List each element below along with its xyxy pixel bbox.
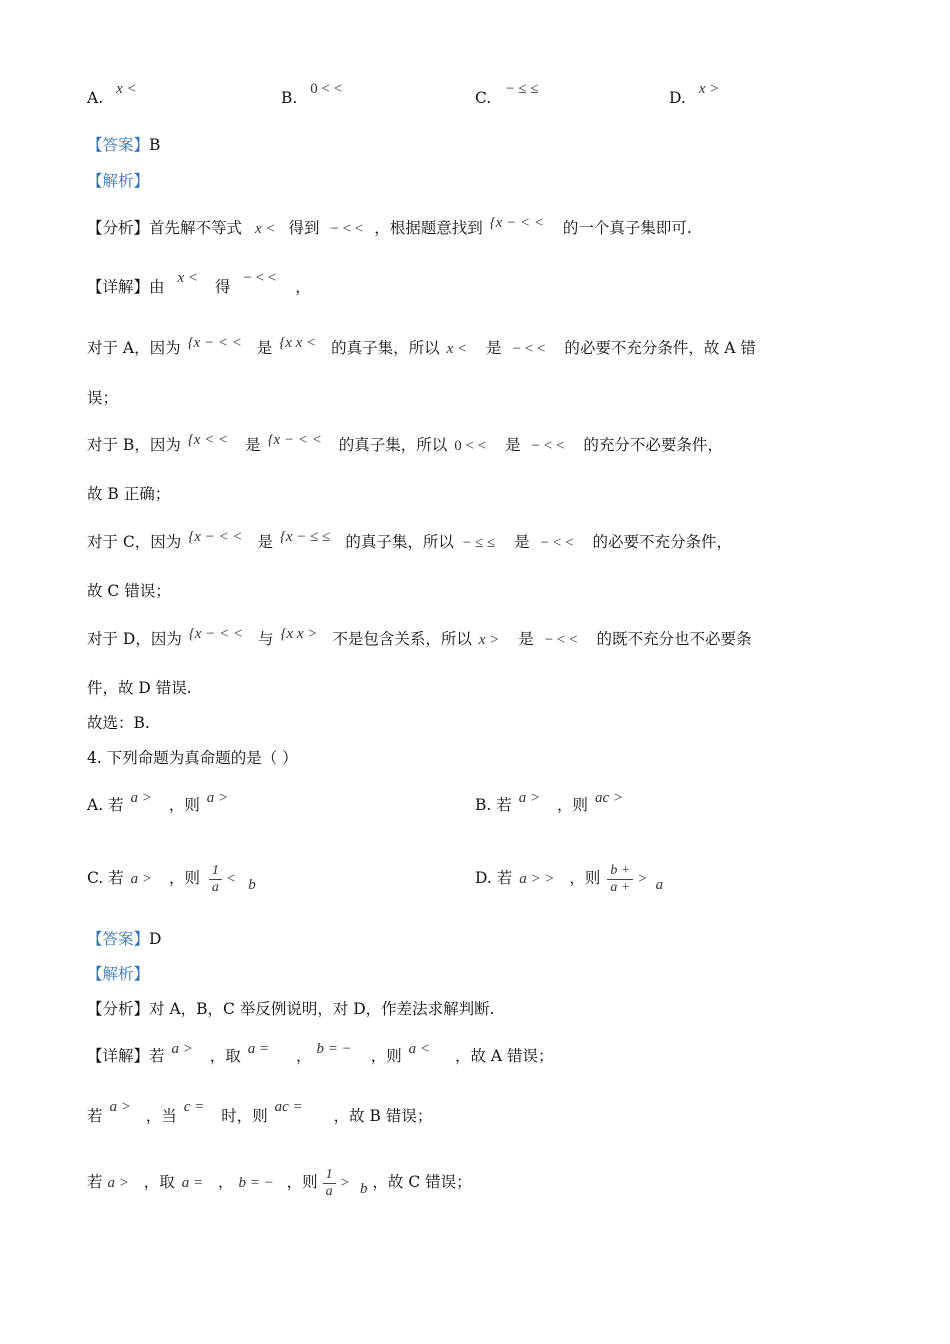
- answer-line: 【答案】B: [87, 136, 161, 154]
- q4-option-a: A. 若 a > ，则 a >: [87, 790, 229, 814]
- q4-option-d: D. 若 a > > ，则 $\frac{b +}{a +}$ > a: [475, 862, 664, 895]
- q4-answer-line: 【答案】D: [87, 930, 162, 948]
- fraction: $\frac{b +}{a +}$: [607, 863, 633, 896]
- option-b: B. 0 < <: [281, 81, 343, 107]
- analysis-heading: 【解析】: [87, 172, 150, 190]
- case-b-line: 对于 B，因为 {x < < 是 {x − < < 的真子集，所以 0 < < 是 − < < 的充分不必要条件，: [87, 432, 723, 454]
- conclusion: 故选：B.: [87, 714, 150, 732]
- case-c-cont: 故 C 错误；: [87, 582, 171, 600]
- q4-xiangjie-line-3: 若 a > ，取 a = ， b = − ，则 $\frac{1}{a}$ > b ，故 C 错误；: [87, 1166, 472, 1199]
- q4-stem: 4. 下列命题为真命题的是（ ）: [87, 749, 298, 767]
- xiangjie-line: 【详解】由 x < 得 − < < ，: [87, 270, 311, 296]
- q4-xiangjie-line-2: 若 a > ，当 c = 时，则 ac = ，故 B 错误；: [87, 1099, 433, 1125]
- fraction: $\frac{1}{a}$: [323, 1167, 336, 1200]
- case-a-line: 对于 A，因为 {x − < < 是 {x x < 的真子集，所以 x < 是 − < < 的必要不充分条件，故 A 错: [87, 335, 756, 357]
- q4-fenxi-line: 【分析】对 A，B，C 举反例说明，对 D，作差法求解判断.: [87, 1000, 495, 1018]
- fenxi-line: 【分析】首先解不等式 x < 得到 − < < ，根据题意找到 {x − < < 的一个真子集即可.: [87, 215, 692, 237]
- option-d: D. x >: [669, 81, 720, 107]
- q4-analysis-heading: 【解析】: [87, 965, 150, 983]
- case-a-cont: 误；: [87, 389, 119, 407]
- q4-option-b: B. 若 a > ，则 ac >: [475, 790, 624, 814]
- option-c: C. − ≤ ≤: [475, 81, 539, 107]
- case-d-line: 对于 D，因为 {x − < < 与 {x x > 不是包含关系，所以 x > 是 − < < 的既不充分也不必要条: [87, 626, 752, 648]
- case-c-line: 对于 C，因为 {x − < < 是 {x − ≤ ≤ 的真子集，所以 − ≤ ≤ 是 − < < 的必要不充分条件，: [87, 529, 732, 551]
- fraction: $\frac{1}{a}$: [209, 863, 222, 896]
- case-b-cont: 故 B 正确；: [87, 485, 171, 503]
- case-d-cont: 件，故 D 错误.: [87, 679, 192, 697]
- q4-xiangjie-line-1: 【详解】若 a > ，取 a = ， b = − ，则 a < ，故 A 错误；: [87, 1041, 554, 1065]
- option-a: A. x <: [87, 81, 137, 107]
- q4-option-c: C. 若 a > ，则 $\frac{1}{a}$ < b: [87, 862, 256, 895]
